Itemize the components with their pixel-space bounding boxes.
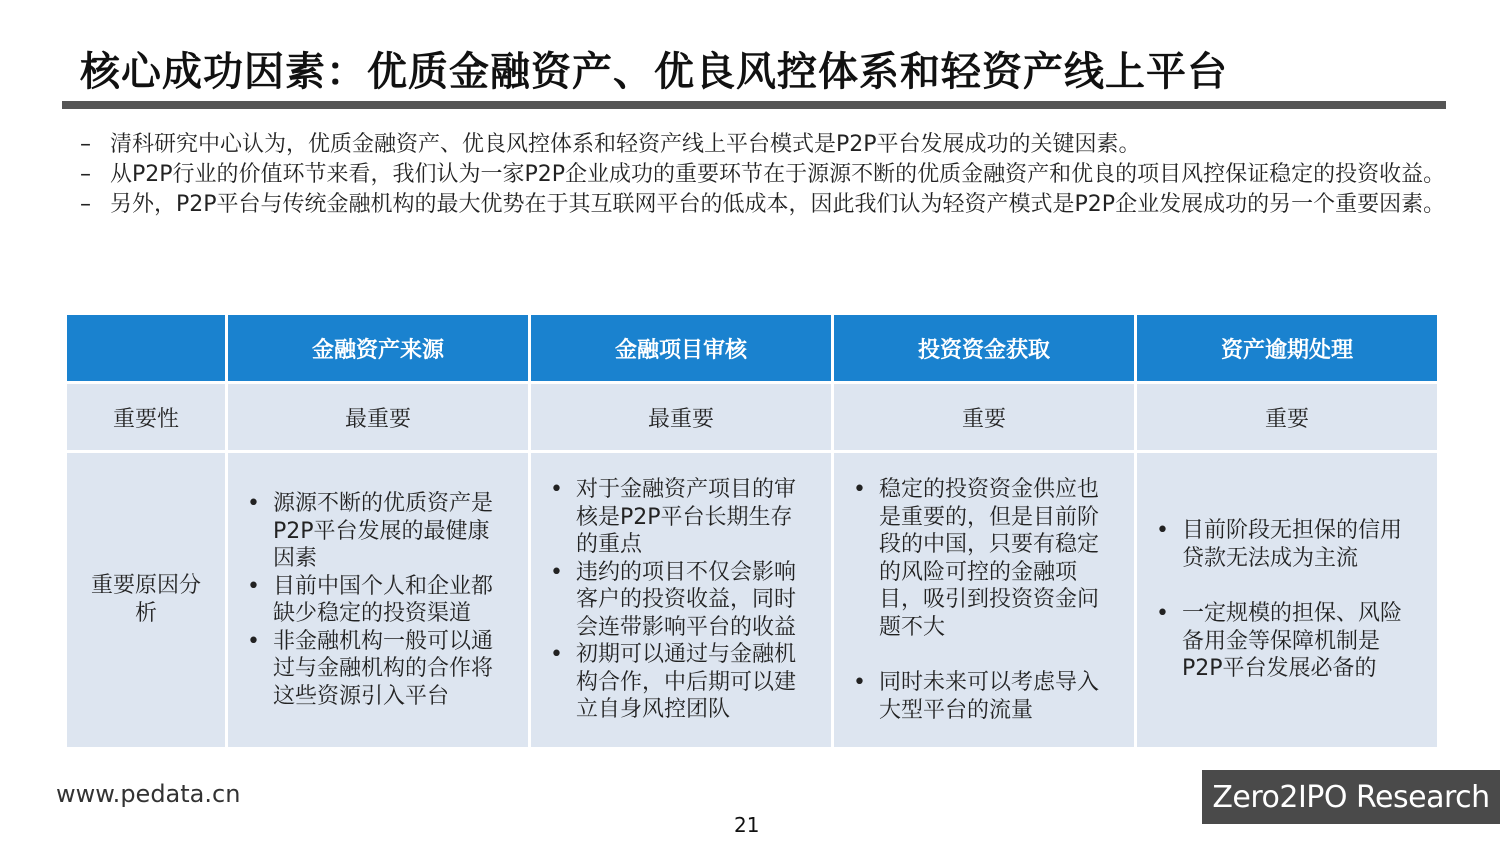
list-item xyxy=(546,641,808,724)
list-item-text: 违约的项目不仅会影响客户的投资收益，同时会连带影响平台的收益 xyxy=(576,559,797,640)
slide-title: 核心成功因素：优质金融资产、优良风控体系和轻资产线上平台 xyxy=(80,49,1228,95)
list-item xyxy=(243,573,505,628)
bullet-dot: • xyxy=(853,670,866,695)
list-item xyxy=(1152,600,1414,683)
list-item-text: 对于金融资产项目的审核是P2P平台长期生存的重点 xyxy=(576,477,797,558)
dash-marker: – xyxy=(80,162,91,187)
bullet-dot: • xyxy=(247,573,260,599)
bullet-dot: • xyxy=(550,477,563,503)
title-divider xyxy=(62,101,1446,109)
analysis-cell xyxy=(228,453,528,747)
logo-text: Zero2IPO Research xyxy=(1212,779,1490,815)
list-item xyxy=(243,628,505,711)
intro-bullet-list xyxy=(80,130,1450,220)
list-item xyxy=(849,669,1111,724)
row-label: 重要性 xyxy=(67,384,225,450)
analysis-cell xyxy=(1137,453,1437,747)
website-url[interactable]: www.pedata.cn xyxy=(56,780,241,808)
intro-bullet xyxy=(80,130,1450,160)
bullet-dot: • xyxy=(1156,601,1169,627)
analysis-row xyxy=(67,453,1437,747)
bullet-dot: • xyxy=(247,491,260,516)
importance-cell: 最重要 xyxy=(531,384,831,450)
list-item-text: 源源不断的优质资产是P2P平台发展的最健康因素 xyxy=(273,491,494,571)
row-label: 重要原因分析 xyxy=(67,453,225,747)
success-factors-table xyxy=(64,312,1440,750)
column-header: 金融项目审核 xyxy=(531,315,831,381)
list-item-text: 初期可以通过与金融机构合作，中后期可以建立自身风控团队 xyxy=(576,642,797,723)
analysis-cell xyxy=(834,453,1134,747)
list-item-text: 同时未来可以考虑导入大型平台的流量 xyxy=(879,670,1100,723)
intro-bullet xyxy=(80,190,1450,220)
table-corner-cell xyxy=(67,315,225,381)
column-header: 资产逾期处理 xyxy=(1137,315,1437,381)
list-item xyxy=(546,559,808,642)
analysis-list xyxy=(835,476,1133,724)
importance-cell: 最重要 xyxy=(228,384,528,450)
analysis-list xyxy=(229,490,527,710)
intro-bullet-text: 清科研究中心认为，优质金融资产、优良风控体系和轻资产线上平台模式是P2P平台发展成功的关键因素。 xyxy=(110,132,1141,157)
list-item-text: 目前阶段无担保的信用贷款无法成为主流 xyxy=(1182,518,1403,571)
importance-cell: 重要 xyxy=(834,384,1134,450)
importance-row xyxy=(67,384,1437,450)
list-item xyxy=(849,476,1111,641)
column-header: 金融资产来源 xyxy=(228,315,528,381)
list-item-text: 稳定的投资资金供应也是重要的，但是目前阶段的中国，只要有稳定的风险可控的金融项目，吸引到投资资金问题不大 xyxy=(879,477,1100,640)
bullet-dot: • xyxy=(550,642,563,668)
dash-marker: – xyxy=(80,132,91,157)
analysis-cell xyxy=(531,453,831,747)
intro-bullet xyxy=(80,160,1450,190)
list-item-text: 目前中国个人和企业都缺少稳定的投资渠道 xyxy=(273,573,494,626)
bullet-dot: • xyxy=(1156,518,1169,544)
importance-cell: 重要 xyxy=(1137,384,1437,450)
list-item xyxy=(546,476,808,559)
list-item-text: 一定规模的担保、风险备用金等保障机制是P2P平台发展必备的 xyxy=(1182,601,1403,682)
list-item xyxy=(243,490,505,573)
intro-bullet-text: 从P2P行业的价值环节来看，我们认为一家P2P企业成功的重要环节在于源源不断的优质金融资产和优良的项目风控保证稳定的投资收益。 xyxy=(110,162,1446,187)
bullet-dot: • xyxy=(853,477,866,502)
analysis-list xyxy=(532,476,830,724)
intro-bullet-text: 另外，P2P平台与传统金融机构的最大优势在于其互联网平台的低成本，因此我们认为轻资产模式是P2P企业发展成功的另一个重要因素。 xyxy=(110,192,1446,217)
column-header: 投资资金获取 xyxy=(834,315,1134,381)
bullet-dot: • xyxy=(247,628,260,654)
list-item xyxy=(1152,517,1414,572)
dash-marker: – xyxy=(80,192,91,217)
page-number: 21 xyxy=(734,813,760,837)
list-item-text: 非金融机构一般可以通过与金融机构的合作将这些资源引入平台 xyxy=(273,628,494,709)
table-header-row xyxy=(67,315,1437,381)
analysis-list xyxy=(1138,517,1436,683)
bullet-dot: • xyxy=(550,559,563,585)
brand-logo xyxy=(1202,770,1500,824)
